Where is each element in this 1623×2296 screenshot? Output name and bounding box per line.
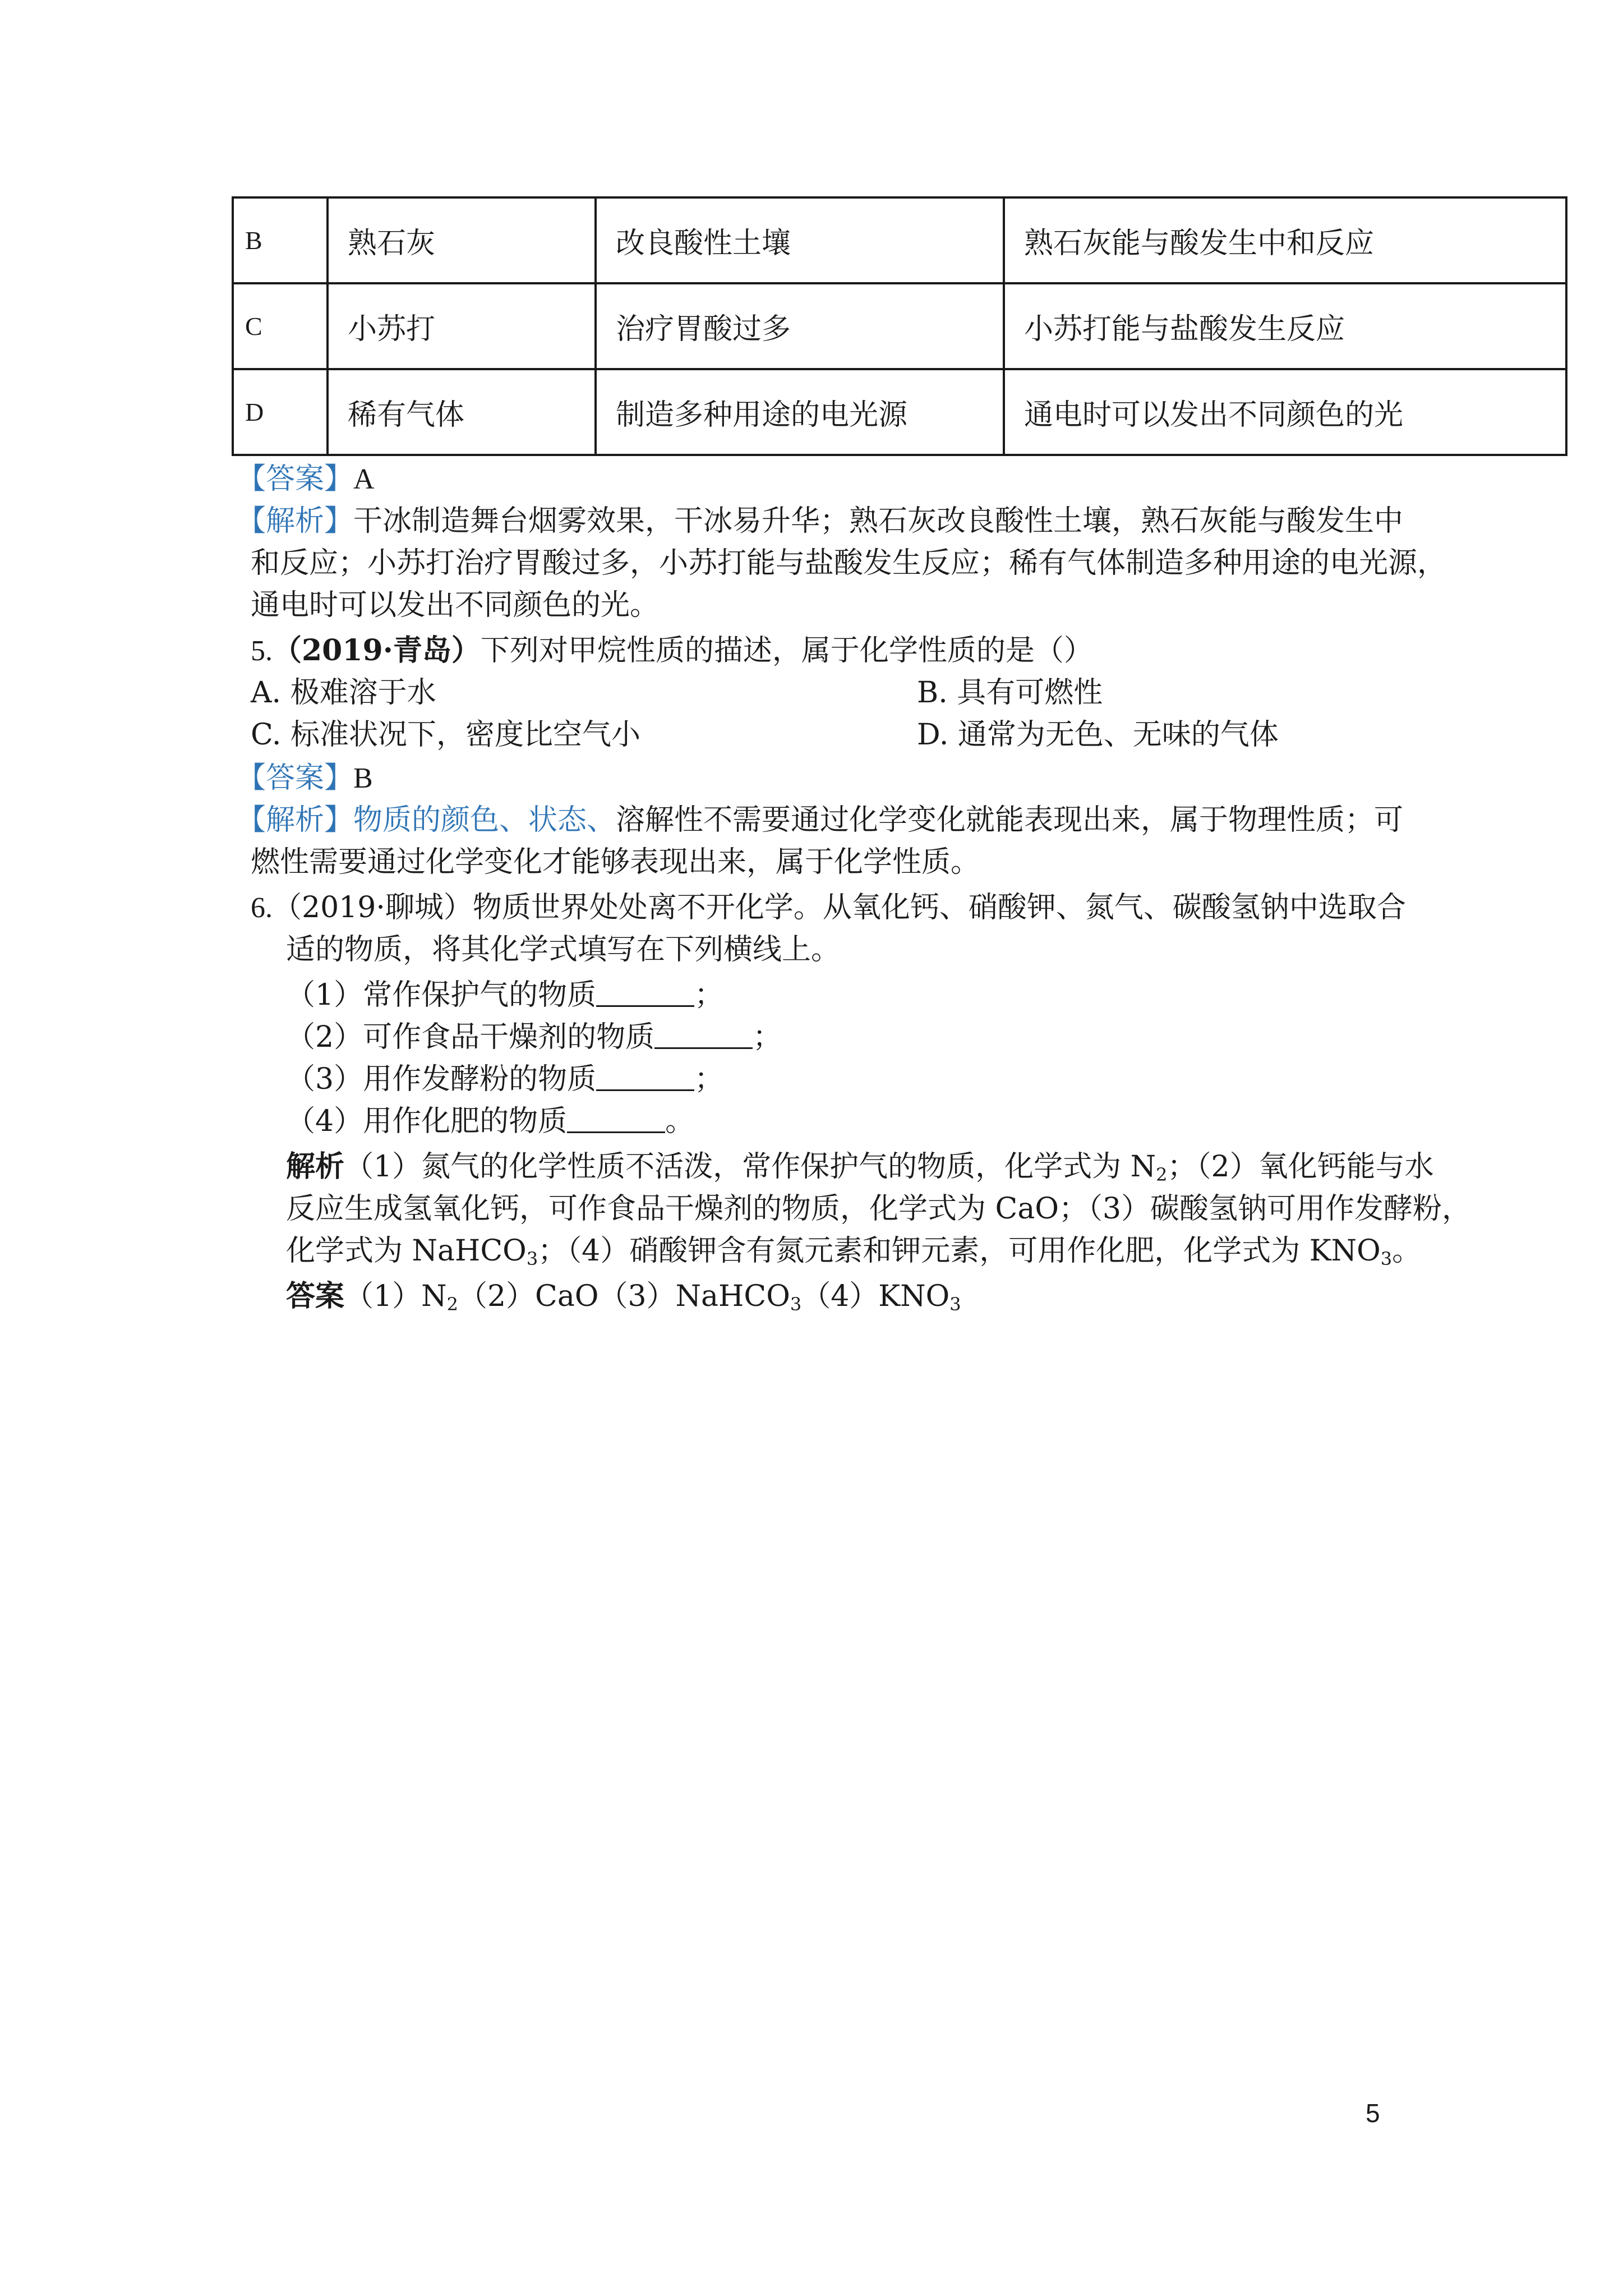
q5-analysis-line-1 [237,799,1403,841]
options-table [232,196,1567,456]
question-text: 物质世界处处离不开化学。从氧化钙、硝酸钾、氮气、碳酸氢钠中选取合 [472,891,1406,924]
question-source: （2019·聊城） [273,891,473,924]
q5-option-a: A. 极难溶于水 [251,676,436,710]
sub-question-text: （3）用作发酵粉的物质 [286,1062,597,1096]
answer-value: B [353,762,373,794]
q6-sub-question-4 [286,1100,694,1143]
q4-analysis-line-2: 和反应；小苏打治疗胃酸过多，小苏打能与盐酸发生反应；稀有气体制造多种用途的电光源， [251,546,1447,580]
q4-analysis-line-1 [237,500,1403,542]
question-number: 5. [251,635,273,667]
subscript: 3 [949,1294,961,1315]
table-cell-reason: 小苏打能与盐酸发生反应 [1004,283,1566,369]
sub-question-text: （2）可作食品干燥剂的物质 [286,1020,655,1054]
q6-sub-question-1 [286,974,723,1016]
answer-blank[interactable] [596,983,694,1007]
analysis-label: 解析 [286,1149,345,1184]
table-cell-option: B [233,197,328,283]
answer-label: 【答案】 [237,761,354,795]
q6-stem-line-1 [251,886,1406,930]
analysis-highlight: 物质的颜色、状态、 [353,803,616,837]
answer-label: 【答案】 [237,462,354,496]
answer-blank[interactable] [596,1067,694,1091]
q6-answer [286,1275,961,1326]
analysis-text: 。 [1392,1234,1422,1268]
q6-analysis-line-2: 反应生成氢氧化钙，可作食品干燥剂的物质，化学式为 CaO；（3）碳酸氢钠可用作发酵粉， [286,1192,1472,1226]
answer-text: （4）KNO [801,1280,950,1313]
q5-analysis-line-2: 燃性需要通过化学变化才能够表现出来，属于化学性质。 [251,845,980,879]
answer-label: 答案 [286,1279,345,1313]
analysis-text: 干冰制造舞台烟雾效果，干冰易升华；熟石灰改良酸性土壤，熟石灰能与酸发生中 [353,504,1404,538]
answer-text: （1）N [344,1280,447,1313]
analysis-text: ；（4）硝酸钾含有氮元素和钾元素，可用作化肥，化学式为 KNO [538,1234,1381,1268]
subscript: 2 [1156,1164,1168,1185]
q5-option-d: D. 通常为无色、无味的气体 [917,718,1279,752]
q5-option-c: C. 标准状况下，密度比空气小 [251,718,640,752]
sub-question-text: （1）常作保护气的物质 [286,978,597,1012]
table-cell-substance: 稀有气体 [328,369,596,455]
table-cell-use: 治疗胃酸过多 [596,283,1004,369]
answer-value: A [353,463,375,495]
analysis-text: （1）氮气的化学性质不活泼，常作保护气的物质，化学式为 N [344,1150,1156,1184]
table-cell-option: C [233,283,328,369]
table-row [233,197,1566,283]
analysis-text: 化学式为 NaHCO [286,1234,527,1268]
table-cell-option: D [233,369,328,455]
subscript: 3 [1380,1248,1393,1269]
q6-sub-question-2 [286,1016,782,1059]
q5-stem [251,629,1093,673]
question-text: 下列对甲烷性质的描述，属于化学性质的是（） [480,634,1093,668]
sub-question-punct: ； [753,1020,782,1054]
q6-stem-line-2: 适的物质，将其化学式填写在下列横线上。 [286,933,841,967]
table-cell-substance: 熟石灰 [328,197,596,283]
question-number: 6. [251,892,273,924]
table-cell-use: 改良酸性土壤 [596,197,1004,283]
question-source: （2019·青岛） [273,633,481,668]
sub-question-punct: 。 [665,1105,695,1138]
q4-analysis-line-3: 通电时可以发出不同颜色的光。 [251,588,660,622]
table-cell-reason: 通电时可以发出不同颜色的光 [1004,369,1566,455]
q6-sub-question-3 [286,1058,723,1101]
sub-question-punct: ； [694,1062,724,1096]
subscript: 3 [790,1294,802,1315]
table-row [233,283,1566,369]
sub-question-punct: ； [694,978,724,1012]
analysis-text: ；（2）氧化钙能与水 [1167,1150,1434,1184]
page-number: 5 [1366,2099,1380,2128]
answer-blank[interactable] [567,1109,665,1133]
subscript: 3 [526,1248,538,1269]
analysis-label: 【解析】 [237,803,354,837]
q6-analysis-line-3 [286,1230,1421,1280]
table-cell-reason: 熟石灰能与酸发生中和反应 [1004,197,1566,283]
q5-option-b: B. 具有可燃性 [917,676,1103,710]
table-cell-substance: 小苏打 [328,283,596,369]
answer-text: （2）CaO（3）NaHCO [458,1280,790,1313]
q4-answer [237,458,375,501]
q5-answer [237,757,373,800]
analysis-text: 溶解性不需要通过化学变化就能表现出来，属于物理性质；可 [616,803,1404,837]
answer-blank[interactable] [654,1025,753,1049]
subscript: 2 [446,1294,458,1315]
table-row [233,369,1566,455]
table-cell-use: 制造多种用途的电光源 [596,369,1004,455]
sub-question-text: （4）用作化肥的物质 [286,1105,568,1138]
analysis-label: 【解析】 [237,504,354,538]
